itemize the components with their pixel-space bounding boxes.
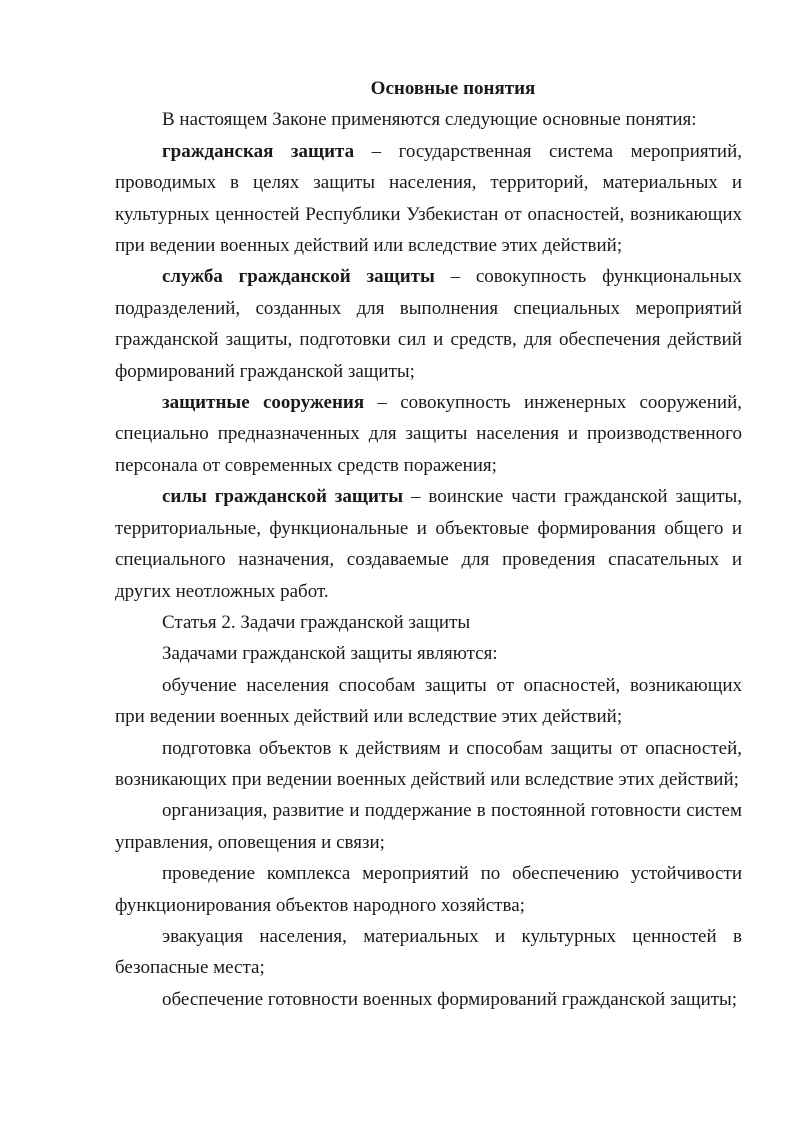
task-item: организация, развитие и поддержание в постоянной готовности систем управления, оповещения и связи; [115, 800, 742, 853]
task-item: проведение комплекса мероприятий по обеспечению устойчивости функционирования объектов народного хозяйства; [115, 863, 742, 916]
definition-text: – государственная система мероприятий, проводимых в целях защиты населения, территорий, материальных и культурных ценностей Республики Узбекистан от опасностей, возникающих при ведении военных действий или вследствие этих действий; [115, 140, 743, 257]
definition-text: – совокупность инженерных сооружений, специально предназначенных для защиты населения и производственного персонала от современных средств поражения; [115, 392, 742, 476]
definition-term: силы гражданской защиты [162, 486, 404, 508]
definition-protective-structures [115, 387, 742, 481]
definition-civil-protection-forces [115, 481, 742, 607]
definition-text: – воинские части гражданской защиты, территориальные, функциональные и объектовые формирования общего и специального назначения, создаваемые для проведения спасательных и других неотложных работ. [115, 486, 742, 602]
tasks-intro: Задачами гражданской защиты являются: [162, 643, 498, 665]
definition-civil-protection-service [115, 261, 742, 387]
definition-term: гражданская защита [162, 140, 355, 162]
intro-paragraph: В настоящем Законе применяются следующие основные понятия: [162, 109, 697, 131]
task-item: обучение населения способам защиты от опасностей, возникающих при ведении военных действий или вследствие этих действий; [115, 674, 742, 728]
document-body [115, 73, 742, 1015]
definition-term: служба гражданской защиты [162, 266, 435, 288]
section-title: Основные понятия [370, 78, 536, 99]
definition-term: защитные сооружения [162, 392, 365, 414]
task-item: подготовка объектов к действиям и способам защиты от опасностей, возникающих при ведении военных действий или вследствие этих действий; [115, 737, 742, 790]
definition-civil-protection [115, 136, 742, 262]
task-item: обеспечение готовности военных формирований гражданской защиты; [162, 988, 738, 1010]
task-item: эвакуация населения, материальных и культурных ценностей в безопасные места; [115, 925, 742, 979]
definition-text: – совокупность функциональных подразделений, созданных для выполнения специальных мероприятий гражданской защиты, подготовки сил и средств, для обеспечения действий формирований гражданской защиты; [115, 266, 742, 382]
article-heading: Статья 2. Задачи гражданской защиты [162, 611, 471, 633]
